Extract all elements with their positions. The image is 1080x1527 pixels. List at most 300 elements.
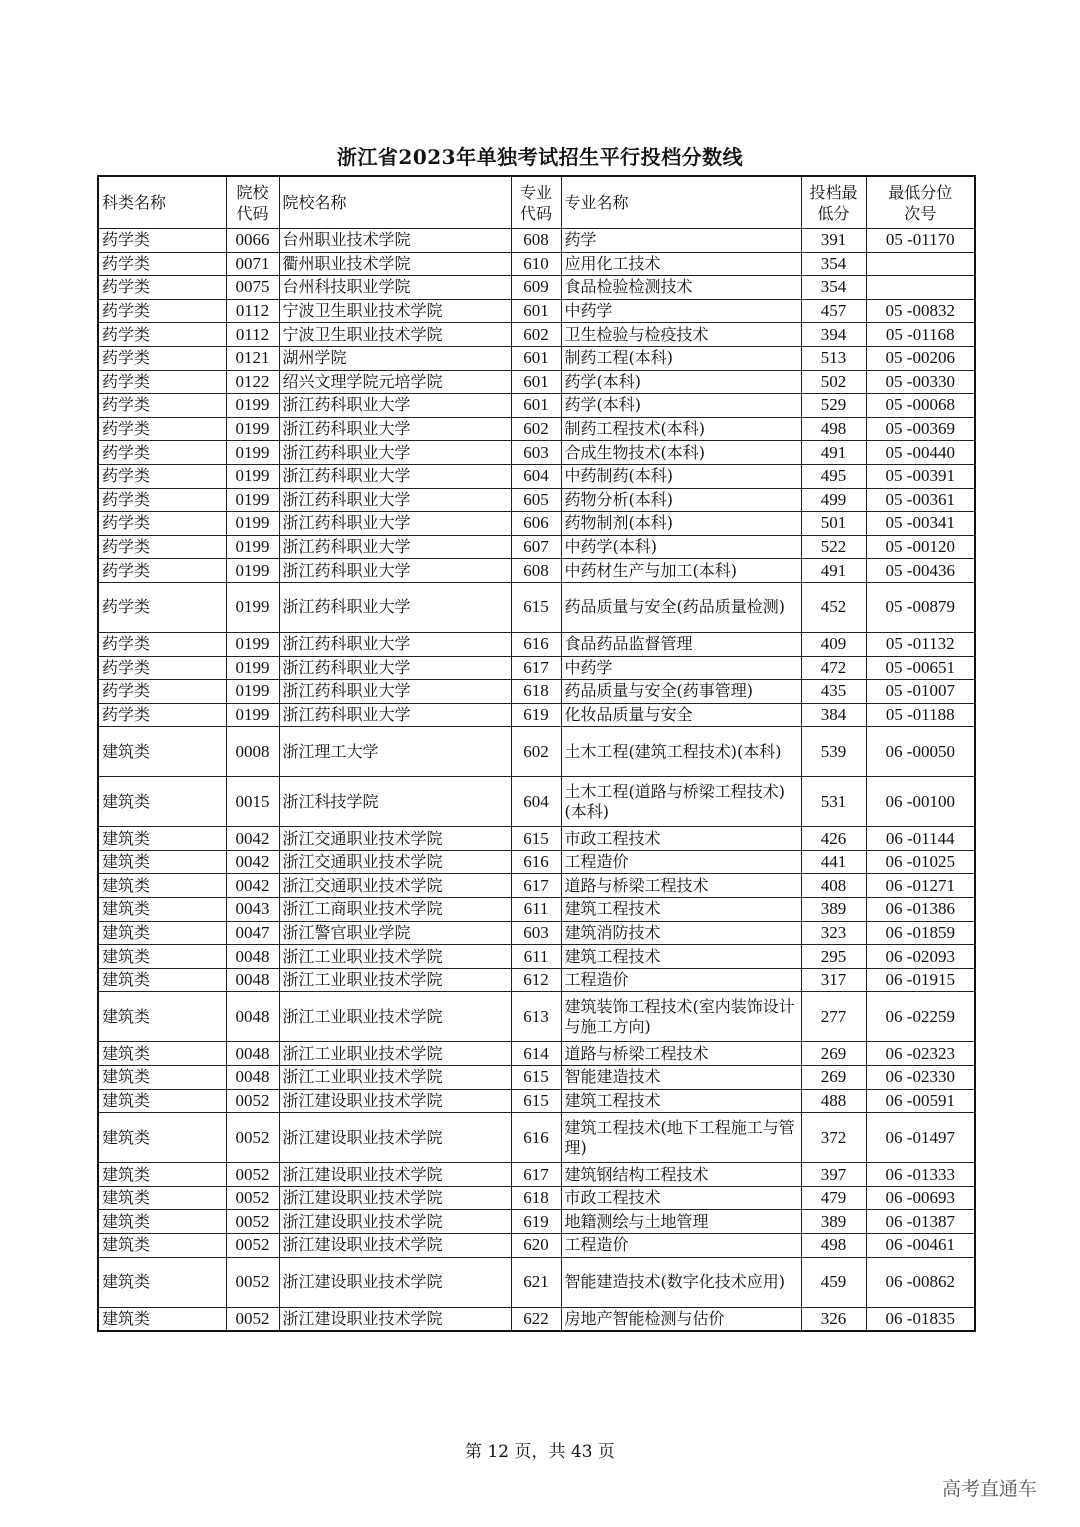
header-school-code: 院校代码 (226, 176, 279, 229)
school-name-cell: 宁波卫生职业技术学院 (279, 299, 511, 323)
category-cell: 药学类 (98, 417, 226, 441)
rank-cell: 05 -00440 (866, 441, 975, 465)
rank-cell: 05 -01188 (866, 703, 975, 727)
rank-cell: 05 -00068 (866, 394, 975, 418)
min-score-cell: 452 (801, 582, 866, 632)
school-name-cell: 浙江药科职业大学 (279, 512, 511, 536)
school-code-cell: 0048 (226, 1042, 279, 1066)
min-score-cell: 389 (801, 898, 866, 922)
school-name-cell: 浙江交通职业技术学院 (279, 827, 511, 851)
table-row (98, 559, 975, 583)
school-code-cell: 0052 (226, 1307, 279, 1331)
major-name-cell: 地籍测绘与土地管理 (561, 1210, 801, 1234)
category-cell: 建筑类 (98, 1042, 226, 1066)
major-code-cell: 602 (511, 727, 561, 777)
school-code-cell: 0199 (226, 656, 279, 680)
major-name-cell: 建筑钢结构工程技术 (561, 1163, 801, 1187)
rank-cell: 06 -01387 (866, 1210, 975, 1234)
table-row (98, 945, 975, 969)
rank-cell: 05 -00120 (866, 535, 975, 559)
table-row (98, 656, 975, 680)
school-name-cell: 浙江建设职业技术学院 (279, 1257, 511, 1307)
rank-cell: 06 -01915 (866, 968, 975, 992)
major-code-cell: 619 (511, 703, 561, 727)
school-code-cell: 0052 (226, 1186, 279, 1210)
school-code-cell: 0048 (226, 945, 279, 969)
rank-cell: 05 -00330 (866, 370, 975, 394)
major-code-cell: 612 (511, 968, 561, 992)
major-name-cell: 中药学 (561, 299, 801, 323)
category-cell: 建筑类 (98, 1066, 226, 1090)
min-score-cell: 495 (801, 464, 866, 488)
min-score-cell: 354 (801, 252, 866, 276)
major-code-cell: 609 (511, 276, 561, 300)
rank-cell (866, 252, 975, 276)
major-code-cell: 618 (511, 1186, 561, 1210)
category-cell: 建筑类 (98, 1163, 226, 1187)
major-code-cell: 615 (511, 827, 561, 851)
school-code-cell: 0048 (226, 1066, 279, 1090)
major-code-cell: 611 (511, 898, 561, 922)
major-code-cell: 617 (511, 656, 561, 680)
school-name-cell: 浙江药科职业大学 (279, 488, 511, 512)
watermark: 高考直通车 (942, 1478, 1038, 1500)
school-code-cell: 0199 (226, 582, 279, 632)
table-row (98, 346, 975, 370)
school-code-cell: 0042 (226, 827, 279, 851)
category-cell: 药学类 (98, 441, 226, 465)
category-cell: 药学类 (98, 229, 226, 253)
rank-cell: 05 -00369 (866, 417, 975, 441)
major-name-cell: 卫生检验与检疫技术 (561, 323, 801, 347)
category-cell: 建筑类 (98, 1234, 226, 1258)
school-name-cell: 衢州职业技术学院 (279, 252, 511, 276)
school-code-cell: 0199 (226, 512, 279, 536)
school-code-cell: 0121 (226, 346, 279, 370)
major-name-cell: 药学(本科) (561, 370, 801, 394)
rank-cell: 05 -00391 (866, 464, 975, 488)
min-score-cell: 457 (801, 299, 866, 323)
school-code-cell: 0199 (226, 417, 279, 441)
category-cell: 建筑类 (98, 1089, 226, 1113)
min-score-cell: 269 (801, 1042, 866, 1066)
school-code-cell: 0052 (226, 1163, 279, 1187)
table-header-row (98, 176, 975, 229)
rank-cell: 06 -02330 (866, 1066, 975, 1090)
school-code-cell: 0048 (226, 992, 279, 1042)
major-code-cell: 622 (511, 1307, 561, 1331)
category-cell: 建筑类 (98, 1186, 226, 1210)
major-name-cell: 药品质量与安全(药事管理) (561, 680, 801, 704)
school-name-cell: 浙江建设职业技术学院 (279, 1307, 511, 1331)
rank-cell: 06 -00862 (866, 1257, 975, 1307)
category-cell: 药学类 (98, 346, 226, 370)
school-name-cell: 浙江交通职业技术学院 (279, 874, 511, 898)
major-code-cell: 620 (511, 1234, 561, 1258)
min-score-cell: 491 (801, 441, 866, 465)
table-row (98, 1210, 975, 1234)
major-name-cell: 制药工程技术(本科) (561, 417, 801, 441)
table-row (98, 417, 975, 441)
table-row (98, 464, 975, 488)
min-score-cell: 269 (801, 1066, 866, 1090)
category-cell: 药学类 (98, 488, 226, 512)
table-row (98, 703, 975, 727)
table-row (98, 1089, 975, 1113)
rank-cell: 05 -00879 (866, 582, 975, 632)
school-name-cell: 浙江药科职业大学 (279, 680, 511, 704)
min-score-cell: 391 (801, 229, 866, 253)
school-code-cell: 0066 (226, 229, 279, 253)
rank-cell: 06 -00100 (866, 777, 975, 827)
major-name-cell: 应用化工技术 (561, 252, 801, 276)
category-cell: 建筑类 (98, 1210, 226, 1234)
table-row (98, 1113, 975, 1163)
school-name-cell: 宁波卫生职业技术学院 (279, 323, 511, 347)
school-code-cell: 0015 (226, 777, 279, 827)
major-name-cell: 建筑工程技术(地下工程施工与管理) (561, 1113, 801, 1163)
category-cell: 药学类 (98, 299, 226, 323)
school-name-cell: 浙江警官职业学院 (279, 921, 511, 945)
major-code-cell: 619 (511, 1210, 561, 1234)
major-code-cell: 607 (511, 535, 561, 559)
rank-cell: 06 -01025 (866, 850, 975, 874)
rank-cell: 05 -00832 (866, 299, 975, 323)
major-name-cell: 药学 (561, 229, 801, 253)
min-score-cell: 372 (801, 1113, 866, 1163)
major-code-cell: 616 (511, 850, 561, 874)
major-code-cell: 601 (511, 346, 561, 370)
school-name-cell: 浙江药科职业大学 (279, 559, 511, 583)
min-score-cell: 409 (801, 632, 866, 656)
school-name-cell: 浙江药科职业大学 (279, 582, 511, 632)
header-school-name: 院校名称 (279, 176, 511, 229)
min-score-cell: 513 (801, 346, 866, 370)
category-cell: 建筑类 (98, 727, 226, 777)
major-code-cell: 611 (511, 945, 561, 969)
min-score-cell: 326 (801, 1307, 866, 1331)
school-code-cell: 0199 (226, 535, 279, 559)
table-row (98, 535, 975, 559)
min-score-cell: 426 (801, 827, 866, 851)
school-name-cell: 浙江药科职业大学 (279, 703, 511, 727)
table-row (98, 323, 975, 347)
category-cell: 药学类 (98, 323, 226, 347)
school-code-cell: 0052 (226, 1089, 279, 1113)
table-row (98, 488, 975, 512)
page-number: 第 12 页，共 43 页 (465, 1442, 615, 1462)
table-row (98, 898, 975, 922)
major-name-cell: 中药制药(本科) (561, 464, 801, 488)
school-code-cell: 0008 (226, 727, 279, 777)
min-score-cell: 394 (801, 323, 866, 347)
min-score-cell: 472 (801, 656, 866, 680)
table-row (98, 1307, 975, 1331)
category-cell: 药学类 (98, 394, 226, 418)
school-name-cell: 浙江药科职业大学 (279, 417, 511, 441)
table-row (98, 992, 975, 1042)
major-name-cell: 道路与桥梁工程技术 (561, 1042, 801, 1066)
min-score-cell: 408 (801, 874, 866, 898)
table-row (98, 394, 975, 418)
rank-cell: 05 -00651 (866, 656, 975, 680)
rank-cell: 06 -01333 (866, 1163, 975, 1187)
header-rank: 最低分位次号 (866, 176, 975, 229)
major-name-cell: 建筑工程技术 (561, 945, 801, 969)
min-score-cell: 384 (801, 703, 866, 727)
major-name-cell: 建筑工程技术 (561, 898, 801, 922)
major-name-cell: 工程造价 (561, 850, 801, 874)
table-row (98, 299, 975, 323)
table-row (98, 370, 975, 394)
category-cell: 药学类 (98, 680, 226, 704)
major-code-cell: 613 (511, 992, 561, 1042)
school-code-cell: 0042 (226, 874, 279, 898)
school-name-cell: 浙江建设职业技术学院 (279, 1163, 511, 1187)
major-name-cell: 道路与桥梁工程技术 (561, 874, 801, 898)
min-score-cell: 498 (801, 1234, 866, 1258)
major-code-cell: 610 (511, 252, 561, 276)
major-name-cell: 化妆品质量与安全 (561, 703, 801, 727)
major-code-cell: 617 (511, 874, 561, 898)
category-cell: 建筑类 (98, 1307, 226, 1331)
school-name-cell: 浙江理工大学 (279, 727, 511, 777)
rank-cell: 05 -00206 (866, 346, 975, 370)
table-row (98, 229, 975, 253)
school-name-cell: 浙江建设职业技术学院 (279, 1089, 511, 1113)
school-name-cell: 浙江交通职业技术学院 (279, 850, 511, 874)
major-name-cell: 药物分析(本科) (561, 488, 801, 512)
major-code-cell: 602 (511, 323, 561, 347)
school-name-cell: 浙江药科职业大学 (279, 535, 511, 559)
rank-cell: 05 -01168 (866, 323, 975, 347)
major-code-cell: 608 (511, 229, 561, 253)
school-name-cell: 浙江药科职业大学 (279, 441, 511, 465)
school-code-cell: 0048 (226, 968, 279, 992)
major-name-cell: 市政工程技术 (561, 1186, 801, 1210)
major-code-cell: 617 (511, 1163, 561, 1187)
major-name-cell: 建筑消防技术 (561, 921, 801, 945)
min-score-cell: 498 (801, 417, 866, 441)
category-cell: 药学类 (98, 656, 226, 680)
min-score-cell: 277 (801, 992, 866, 1042)
rank-cell: 06 -01497 (866, 1113, 975, 1163)
table-row (98, 512, 975, 536)
score-table (97, 175, 976, 1332)
table-row (98, 632, 975, 656)
rank-cell: 06 -01386 (866, 898, 975, 922)
major-code-cell: 603 (511, 921, 561, 945)
min-score-cell: 488 (801, 1089, 866, 1113)
school-code-cell: 0052 (226, 1113, 279, 1163)
header-major-code: 专业代码 (511, 176, 561, 229)
major-code-cell: 602 (511, 417, 561, 441)
school-code-cell: 0112 (226, 299, 279, 323)
school-name-cell: 浙江药科职业大学 (279, 632, 511, 656)
major-code-cell: 616 (511, 1113, 561, 1163)
header-min-score: 投档最低分 (801, 176, 866, 229)
major-code-cell: 621 (511, 1257, 561, 1307)
school-code-cell: 0052 (226, 1257, 279, 1307)
school-name-cell: 湖州学院 (279, 346, 511, 370)
min-score-cell: 354 (801, 276, 866, 300)
school-name-cell: 浙江建设职业技术学院 (279, 1113, 511, 1163)
rank-cell: 06 -01859 (866, 921, 975, 945)
table-row (98, 777, 975, 827)
rank-cell: 05 -00341 (866, 512, 975, 536)
school-code-cell: 0071 (226, 252, 279, 276)
school-name-cell: 浙江药科职业大学 (279, 464, 511, 488)
min-score-cell: 389 (801, 1210, 866, 1234)
rank-cell: 06 -02259 (866, 992, 975, 1042)
school-code-cell: 0042 (226, 850, 279, 874)
min-score-cell: 491 (801, 559, 866, 583)
major-code-cell: 604 (511, 464, 561, 488)
rank-cell: 06 -00693 (866, 1186, 975, 1210)
category-cell: 药学类 (98, 535, 226, 559)
school-name-cell: 浙江药科职业大学 (279, 394, 511, 418)
min-score-cell: 522 (801, 535, 866, 559)
min-score-cell: 397 (801, 1163, 866, 1187)
major-name-cell: 药物制剂(本科) (561, 512, 801, 536)
school-code-cell: 0199 (226, 394, 279, 418)
school-code-cell: 0199 (226, 464, 279, 488)
table-row (98, 827, 975, 851)
school-name-cell: 浙江工商职业技术学院 (279, 898, 511, 922)
category-cell: 药学类 (98, 252, 226, 276)
min-score-cell: 501 (801, 512, 866, 536)
school-code-cell: 0199 (226, 632, 279, 656)
major-code-cell: 601 (511, 370, 561, 394)
table-row (98, 1234, 975, 1258)
category-cell: 建筑类 (98, 945, 226, 969)
school-code-cell: 0199 (226, 441, 279, 465)
school-name-cell: 浙江工业职业技术学院 (279, 945, 511, 969)
table-row (98, 1186, 975, 1210)
min-score-cell: 539 (801, 727, 866, 777)
major-name-cell: 土木工程(道路与桥梁工程技术)(本科) (561, 777, 801, 827)
min-score-cell: 529 (801, 394, 866, 418)
school-name-cell: 台州科技职业学院 (279, 276, 511, 300)
school-name-cell: 绍兴文理学院元培学院 (279, 370, 511, 394)
school-name-cell: 浙江工业职业技术学院 (279, 1042, 511, 1066)
major-name-cell: 智能建造技术 (561, 1066, 801, 1090)
min-score-cell: 441 (801, 850, 866, 874)
school-code-cell: 0043 (226, 898, 279, 922)
major-name-cell: 食品检验检测技术 (561, 276, 801, 300)
rank-cell (866, 276, 975, 300)
major-code-cell: 603 (511, 441, 561, 465)
school-name-cell: 浙江建设职业技术学院 (279, 1186, 511, 1210)
rank-cell: 06 -01144 (866, 827, 975, 851)
table-row (98, 1257, 975, 1307)
major-name-cell: 智能建造技术(数字化技术应用) (561, 1257, 801, 1307)
category-cell: 药学类 (98, 559, 226, 583)
rank-cell: 05 -01170 (866, 229, 975, 253)
school-code-cell: 0122 (226, 370, 279, 394)
category-cell: 建筑类 (98, 921, 226, 945)
min-score-cell: 295 (801, 945, 866, 969)
school-code-cell: 0075 (226, 276, 279, 300)
major-name-cell: 市政工程技术 (561, 827, 801, 851)
school-code-cell: 0047 (226, 921, 279, 945)
table-row (98, 850, 975, 874)
min-score-cell: 479 (801, 1186, 866, 1210)
major-name-cell: 药品质量与安全(药品质量检测) (561, 582, 801, 632)
table-row (98, 276, 975, 300)
min-score-cell: 435 (801, 680, 866, 704)
major-name-cell: 土木工程(建筑工程技术)(本科) (561, 727, 801, 777)
rank-cell: 06 -00591 (866, 1089, 975, 1113)
school-code-cell: 0199 (226, 488, 279, 512)
school-name-cell: 浙江建设职业技术学院 (279, 1210, 511, 1234)
table-row (98, 441, 975, 465)
major-code-cell: 616 (511, 632, 561, 656)
min-score-cell: 531 (801, 777, 866, 827)
category-cell: 建筑类 (98, 968, 226, 992)
school-code-cell: 0112 (226, 323, 279, 347)
major-name-cell: 食品药品监督管理 (561, 632, 801, 656)
major-name-cell: 工程造价 (561, 968, 801, 992)
category-cell: 建筑类 (98, 898, 226, 922)
table-body (98, 229, 975, 1332)
category-cell: 药学类 (98, 464, 226, 488)
major-name-cell: 工程造价 (561, 1234, 801, 1258)
category-cell: 建筑类 (98, 992, 226, 1042)
major-name-cell: 房地产智能检测与估价 (561, 1307, 801, 1331)
major-code-cell: 601 (511, 394, 561, 418)
major-name-cell: 建筑装饰工程技术(室内装饰设计与施工方向) (561, 992, 801, 1042)
category-cell: 药学类 (98, 582, 226, 632)
rank-cell: 05 -00436 (866, 559, 975, 583)
rank-cell: 05 -01007 (866, 680, 975, 704)
school-name-cell: 台州职业技术学院 (279, 229, 511, 253)
table-row (98, 680, 975, 704)
min-score-cell: 499 (801, 488, 866, 512)
school-name-cell: 浙江建设职业技术学院 (279, 1234, 511, 1258)
table-row (98, 1163, 975, 1187)
rank-cell: 06 -01271 (866, 874, 975, 898)
major-name-cell: 建筑工程技术 (561, 1089, 801, 1113)
major-code-cell: 608 (511, 559, 561, 583)
header-category: 科类名称 (98, 176, 226, 229)
table-row (98, 1042, 975, 1066)
school-name-cell: 浙江药科职业大学 (279, 656, 511, 680)
major-name-cell: 中药材生产与加工(本科) (561, 559, 801, 583)
table-row (98, 252, 975, 276)
rank-cell: 06 -00461 (866, 1234, 975, 1258)
rank-cell: 06 -01835 (866, 1307, 975, 1331)
min-score-cell: 502 (801, 370, 866, 394)
major-name-cell: 中药学(本科) (561, 535, 801, 559)
major-name-cell: 合成生物技术(本科) (561, 441, 801, 465)
school-code-cell: 0052 (226, 1210, 279, 1234)
major-code-cell: 614 (511, 1042, 561, 1066)
major-code-cell: 618 (511, 680, 561, 704)
min-score-cell: 317 (801, 968, 866, 992)
table-row (98, 968, 975, 992)
category-cell: 建筑类 (98, 777, 226, 827)
table-row (98, 874, 975, 898)
category-cell: 建筑类 (98, 874, 226, 898)
school-code-cell: 0199 (226, 559, 279, 583)
category-cell: 药学类 (98, 632, 226, 656)
category-cell: 药学类 (98, 703, 226, 727)
category-cell: 建筑类 (98, 827, 226, 851)
school-code-cell: 0052 (226, 1234, 279, 1258)
major-name-cell: 药学(本科) (561, 394, 801, 418)
rank-cell: 05 -01132 (866, 632, 975, 656)
